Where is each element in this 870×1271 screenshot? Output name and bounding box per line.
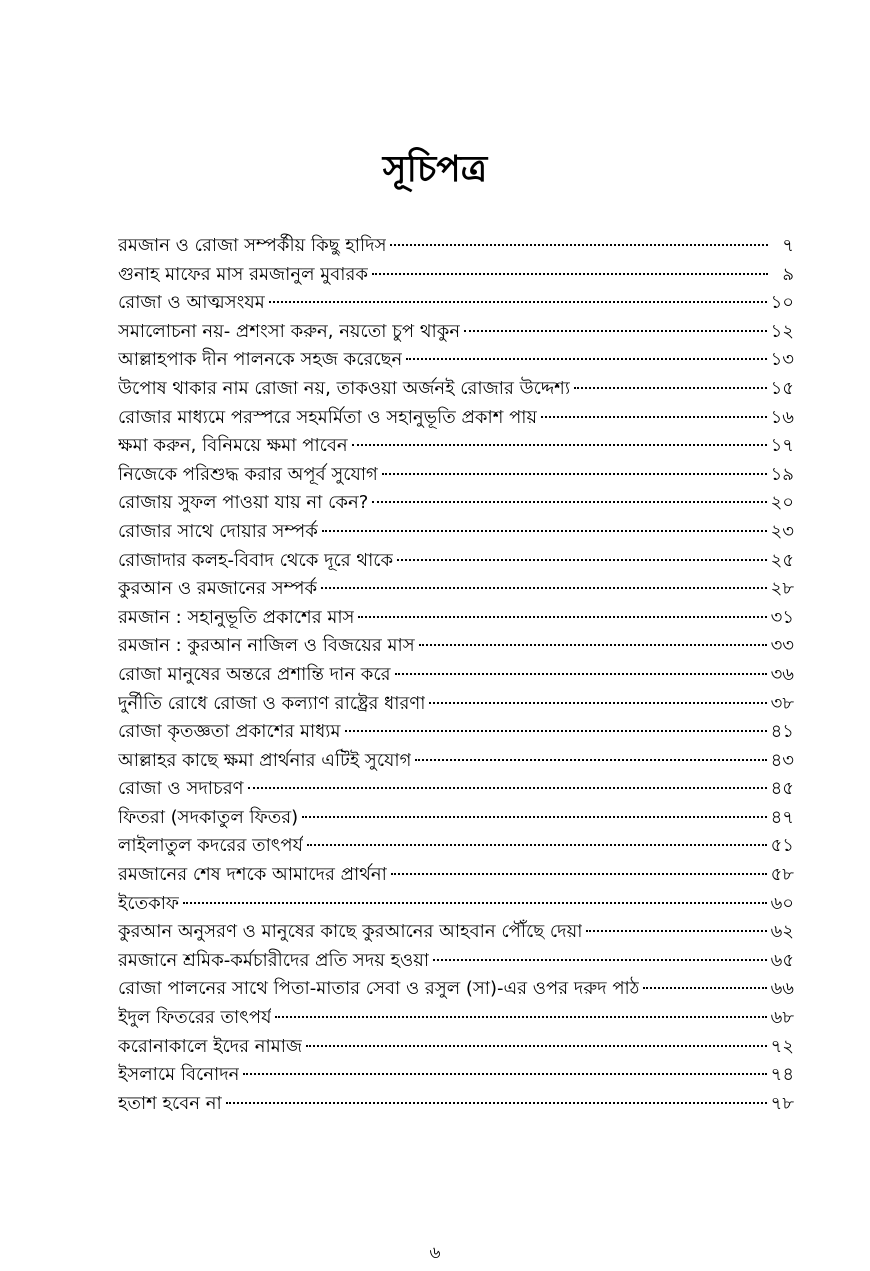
toc-entry-title: দুর্নীতি রোধে রোজা ও কল্যাণ রাষ্ট্রের ধারণা <box>118 692 426 714</box>
toc-entry-page-number: ২৩ <box>770 520 794 542</box>
toc-dot-leader <box>372 273 768 275</box>
toc-entry <box>118 975 794 1004</box>
toc-entry-title: রমজান ও রোজা সম্পর্কীয় কিছু হাদিস <box>118 235 387 256</box>
toc-entry <box>118 489 794 518</box>
toc-entry-title: কুরআন ও রমজানের সম্পর্ক <box>118 578 318 600</box>
toc-entry-title: উপোষ থাকার নাম রোজা নয়, তাকওয়া অর্জনই রোজার উদ্দেশ্য <box>118 377 571 399</box>
toc-entry <box>118 375 794 404</box>
toc-entry <box>118 775 794 804</box>
toc-entry <box>118 404 794 433</box>
toc-entry-title: আল্লাহপাক দীন পালনকে সহজ করেছেন <box>118 349 403 371</box>
toc-entry-title: লাইলাতুল কদরের তাৎপর্য <box>118 835 304 857</box>
toc-entry-title: হতাশ হবেন না <box>118 1092 222 1114</box>
toc-entry <box>118 1033 794 1062</box>
toc-entry-page-number: ৩১ <box>770 606 794 628</box>
toc-dot-leader <box>429 702 766 704</box>
toc-entry <box>118 632 794 661</box>
toc-entry-page-number: ৬০ <box>770 892 794 914</box>
toc-entry-title: ক্ষমা করুন, বিনিময়ে ক্ষমা পাবেন <box>118 435 348 457</box>
toc-entry-page-number: ১৭ <box>770 435 794 457</box>
toc-entry-page-number: ৫৮ <box>770 864 794 886</box>
toc-entry-title: ইসলামে বিনোদন <box>118 1064 240 1086</box>
toc-entry-page-number: ৫১ <box>770 835 794 857</box>
toc-entry <box>118 947 794 976</box>
toc-dot-leader <box>372 501 766 503</box>
toc-entry-page-number: ৪৭ <box>770 806 794 828</box>
toc-dot-leader <box>391 873 767 875</box>
toc-dot-leader <box>395 673 767 675</box>
toc-entry-page-number: ৯ <box>782 263 794 285</box>
toc-entry-title: রোজা ও আত্মসংযম <box>118 292 265 314</box>
toc-dot-leader <box>382 473 767 475</box>
toc-entry <box>118 1061 794 1090</box>
toc-dot-leader <box>586 930 766 932</box>
toc-entry-title: রমজান : সহানুভূতি প্রকাশের মাস <box>118 606 355 628</box>
toc-entry-title: রোজা মানুষের অন্তরে প্রশান্তি দান করে <box>118 663 391 685</box>
toc-entry <box>118 1004 794 1033</box>
page-title: সূচিপত্র <box>382 149 488 190</box>
toc-dot-leader <box>643 987 766 989</box>
toc-entry-page-number: ১৩ <box>770 349 794 371</box>
toc-entry <box>118 346 794 375</box>
toc-dot-leader <box>306 1045 767 1047</box>
toc-entry <box>118 832 794 861</box>
toc-entry <box>118 918 794 947</box>
toc-entry-title: ফিতরা (সদকাতুল ফিতর) <box>118 806 299 828</box>
toc-dot-leader <box>302 816 766 818</box>
toc-entry <box>118 1090 794 1119</box>
toc-entry-title: কুরআন অনুসরণ ও মানুষের কাছে কুরআনের আহবান পৌঁছে দেয়া <box>118 921 583 943</box>
toc-entry-page-number: ৭৪ <box>770 1064 794 1086</box>
toc-entry-title: গুনাহ মাফের মাস রমজানুল মুবারক <box>118 263 368 285</box>
toc-entry-page-number: ১৫ <box>770 377 794 399</box>
toc-entry <box>118 661 794 690</box>
toc-entry-title: সমালোচনা নয়- প্রশংসা করুন, নয়তো চুপ থাকুন <box>118 320 461 342</box>
toc-entry-page-number: ৪৫ <box>770 778 794 800</box>
toc-entry-page-number: ৩৮ <box>770 692 794 714</box>
toc-entry-page-number: ৭ <box>782 235 794 256</box>
toc-entry-title: ইদুল ফিতরের তাৎপর্য <box>118 1007 272 1029</box>
toc-dot-leader <box>397 559 767 561</box>
toc-dot-leader <box>464 330 767 332</box>
toc-entry-page-number: ৩৩ <box>770 635 794 657</box>
toc-entry <box>118 289 794 318</box>
toc-entry-title: রোজায় সুফল পাওয়া যায় না কেন? <box>118 492 369 514</box>
toc-dot-leader <box>541 416 766 418</box>
toc-entry-page-number: ৬২ <box>770 921 794 943</box>
toc-entry-title: আল্লাহর কাছে ক্ষমা প্রার্থনার এটিই সুযোগ <box>118 749 412 771</box>
toc-entry <box>118 461 794 490</box>
toc-dot-leader <box>269 301 767 303</box>
toc-entry-page-number: ৬৬ <box>770 978 794 1000</box>
toc-entry-page-number: ৭৮ <box>770 1092 794 1114</box>
toc-dot-leader <box>183 902 767 904</box>
toc-entry <box>118 575 794 604</box>
toc-entry-title: রোজা ও সদাচরণ <box>118 778 244 800</box>
toc-entry-title: ইতেকাফ <box>118 892 180 914</box>
toc-entry-title: রোজার মাধ্যমে পরস্পরে সহমর্মিতা ও সহানুভূতি প্রকাশ পায় <box>118 406 538 428</box>
toc-dot-leader <box>226 1102 767 1104</box>
toc-entry-page-number: ৬৫ <box>770 949 794 971</box>
toc-entry <box>118 804 794 833</box>
toc-entry-page-number: ২৮ <box>770 578 794 600</box>
toc-dot-leader <box>433 959 766 961</box>
toc-dot-leader <box>275 1016 766 1018</box>
toc-entry-page-number: ১২ <box>770 320 794 342</box>
toc-entry <box>118 232 794 261</box>
toc-entry-title: রমজান : কুরআন নাজিল ও বিজয়ের মাস <box>118 635 415 657</box>
toc-dot-leader <box>345 730 767 732</box>
toc-entry <box>118 318 794 347</box>
toc-dot-leader <box>322 530 767 532</box>
toc-entry-page-number: ৪৩ <box>770 749 794 771</box>
toc-dot-leader <box>352 444 767 446</box>
toc-entry-page-number: ৬৮ <box>770 1007 794 1029</box>
toc-entry-page-number: ১০ <box>770 292 794 314</box>
toc-entry <box>118 261 794 290</box>
toc-entry-title: রমজানে শ্রমিক-কর্মচারীদের প্রতি সদয় হওয়া <box>118 949 430 971</box>
toc-entry-page-number: ১৬ <box>770 406 794 428</box>
toc-dot-leader <box>574 387 767 389</box>
toc-entry-title: রোজা পালনের সাথে পিতা-মাতার সেবা ও রসুল (সা)-এর ওপর দরুদ পাঠ <box>118 978 640 1000</box>
toc-dot-leader <box>406 358 766 360</box>
toc-entry-page-number: ২৫ <box>770 549 794 571</box>
toc-dot-leader <box>390 244 768 246</box>
toc-entry <box>118 861 794 890</box>
toc-entry-title: নিজেকে পরিশুদ্ধ করার অপূর্ব সুযোগ <box>118 463 378 485</box>
toc-entry-page-number: ৩৬ <box>770 663 794 685</box>
toc-dot-leader <box>419 644 767 646</box>
toc-entry <box>118 518 794 547</box>
page-number: ৬ <box>429 1243 441 1263</box>
toc-entry <box>118 890 794 919</box>
toc-dot-leader <box>415 759 766 761</box>
toc-entry <box>118 747 794 776</box>
toc-entry-title: করোনাকালে ইদের নামাজ <box>118 1035 303 1057</box>
toc-entry <box>118 432 794 461</box>
toc-entry-page-number: ১৯ <box>770 463 794 485</box>
toc-dot-leader <box>358 616 766 618</box>
toc-entry-page-number: ৭২ <box>770 1035 794 1057</box>
toc-dot-leader <box>321 587 767 589</box>
toc-entry-title: রোজা কৃতজ্ঞতা প্রকাশের মাধ্যম <box>118 721 341 743</box>
toc-entry-title: রমজানের শেষ দশকে আমাদের প্রার্থনা <box>118 864 387 886</box>
toc-entry-page-number: ২০ <box>770 492 794 514</box>
toc-entry-title: রোজার সাথে দোয়ার সম্পর্ক <box>118 520 318 542</box>
toc-entry <box>118 690 794 719</box>
toc-entry <box>118 547 794 576</box>
toc-dot-leader <box>248 787 767 789</box>
toc-entry <box>118 604 794 633</box>
toc-entry-page-number: ৪১ <box>770 721 794 743</box>
toc-entry <box>118 718 794 747</box>
toc-dot-leader <box>307 844 767 846</box>
toc-entry-title: রোজাদার কলহ-বিবাদ থেকে দূরে থাকে <box>118 549 394 571</box>
toc-dot-leader <box>243 1073 766 1075</box>
table-of-contents <box>118 232 794 1118</box>
